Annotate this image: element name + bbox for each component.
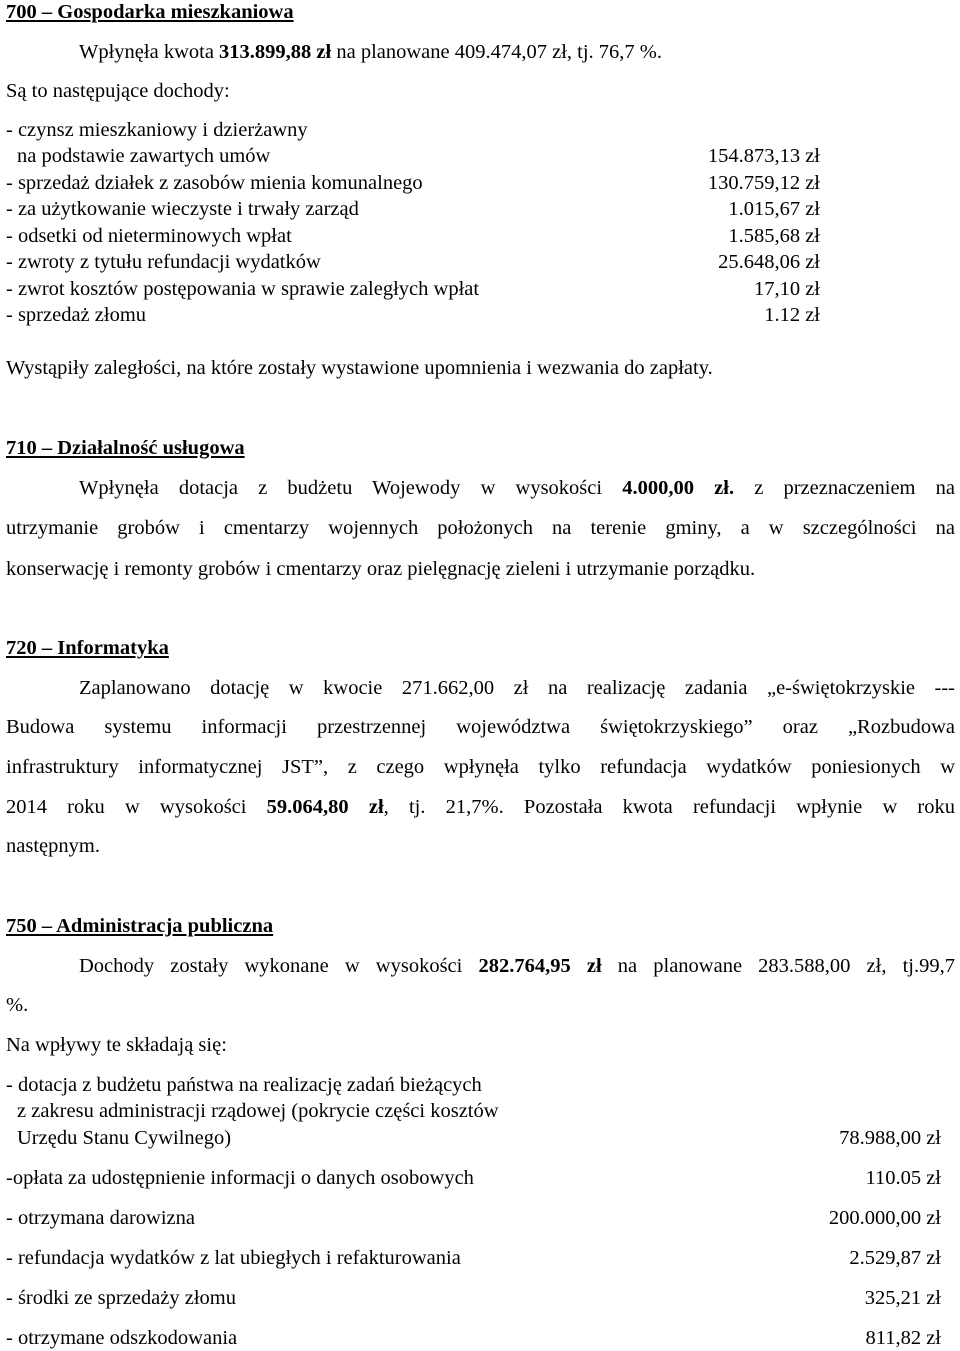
income-item-amount: 1.12 zł (764, 304, 820, 326)
section-700-intro: Są to następujące dochody: (6, 80, 230, 102)
income-item-label: z zakresu administracji rządowej (pokrycie części kosztów (17, 1100, 499, 1122)
section-heading-750: 750 – Administracja publiczna (6, 915, 274, 937)
section-750-summary-cont: %. (6, 994, 29, 1016)
income-item-label: - otrzymane odszkodowania (6, 1327, 238, 1349)
income-item-amount: 25.648,06 zł (718, 251, 820, 273)
income-item-label: na podstawie zawartych umów (17, 145, 271, 167)
income-item-amount: 1.585,68 zł (728, 225, 820, 247)
income-item-amount: 1.015,67 zł (728, 198, 820, 220)
section-710-line: konserwację i remonty grobów i cmentarzy oraz pielęgnację zieleni i utrzymanie porządku. (6, 558, 756, 580)
section-710-line: utrzymanie grobów i cmentarzy wojennych położonych na terenie gminy, a w szczególności na (6, 517, 955, 539)
income-item-amount: 78.988,00 zł (839, 1127, 941, 1149)
section-700-note: Wystąpiły zaległości, na które zostały wystawione upomnienia i wezwania do zapłaty. (6, 357, 713, 379)
section-710-line: Wpłynęła dotacja z budżetu Wojewody w wysokości 4.000,00 zł. z przeznaczeniem na (79, 477, 955, 499)
section-heading-720: 720 – Informatyka (6, 637, 169, 659)
income-item-amount: 130.759,12 zł (707, 172, 820, 194)
section-750-summary: Dochody zostały wykonane w wysokości 282.764,95 zł na planowane 283.588,00 zł, tj.99,7 (79, 955, 955, 977)
income-item-label: - sprzedaż złomu (6, 304, 147, 326)
section-700-summary: Wpłynęła kwota 313.899,88 zł na planowane 409.474,07 zł, tj. 76,7 %. (79, 41, 663, 63)
income-item-amount: 17,10 zł (753, 278, 820, 300)
income-item-label: - otrzymana darowizna (6, 1207, 195, 1229)
income-item-label: - zwrot kosztów postępowania w sprawie zaległych wpłat (6, 278, 480, 300)
section-heading-700: 700 – Gospodarka mieszkaniowa (6, 1, 294, 23)
income-item-label: - czynsz mieszkaniowy i dzierżawny (6, 119, 308, 141)
income-item-amount: 811,82 zł (865, 1327, 941, 1349)
section-750-intro: Na wpływy te składają się: (6, 1034, 227, 1056)
section-720-line: następnym. (6, 835, 100, 857)
income-item-label: Urzędu Stanu Cywilnego) (17, 1127, 232, 1149)
section-heading-710: 710 – Działalność usługowa (6, 437, 245, 459)
income-item-label: - refundacja wydatków z lat ubiegłych i refakturowania (6, 1247, 461, 1269)
section-720-line: Zaplanowano dotację w kwocie 271.662,00 zł na realizację zadania „e-świętokrzyskie --- (79, 677, 955, 699)
income-item-amount: 200.000,00 zł (828, 1207, 941, 1229)
income-item-amount: 110.05 zł (865, 1167, 941, 1189)
income-item-amount: 325,21 zł (864, 1287, 941, 1309)
income-item-label: - za użytkowanie wieczyste i trwały zarząd (6, 198, 359, 220)
income-item-label: - środki ze sprzedaży złomu (6, 1287, 236, 1309)
income-item-label: -opłata za udostępnienie informacji o danych osobowych (6, 1167, 474, 1189)
income-item-label: - dotacja z budżetu państwa na realizację zadań bieżących (6, 1074, 482, 1096)
income-item-label: - sprzedaż działek z zasobów mienia komunalnego (6, 172, 423, 194)
section-720-line: 2014 roku w wysokości 59.064,80 zł, tj. 21,7%. Pozostała kwota refundacji wpłynie w roku (6, 796, 956, 818)
income-item-amount: 154.873,13 zł (707, 145, 820, 167)
income-item-label: - odsetki od nieterminowych wpłat (6, 225, 292, 247)
section-720-line: Budowa systemu informacji przestrzennej województwa świętokrzyskiego” oraz „Rozbudowa (6, 716, 955, 738)
section-720-line: infrastruktury informatycznej JST”, z czego wpłynęła tylko refundacja wydatków poniesionych w (6, 756, 955, 778)
income-item-amount: 2.529,87 zł (849, 1247, 941, 1269)
income-item-label: - zwroty z tytułu refundacji wydatków (6, 251, 321, 273)
